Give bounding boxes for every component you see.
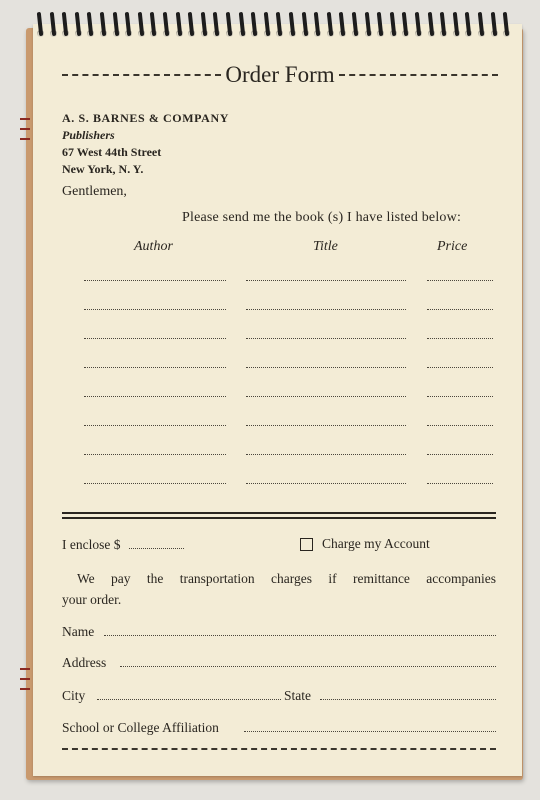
checkbox-icon[interactable]	[300, 538, 313, 551]
price-field[interactable]	[427, 309, 493, 310]
divider-rule-top	[62, 512, 496, 514]
author-field[interactable]	[84, 454, 226, 455]
author-field[interactable]	[84, 367, 226, 368]
price-field[interactable]	[427, 338, 493, 339]
publisher-address	[62, 110, 229, 178]
page-title: Order Form	[225, 62, 335, 87]
title-dashes-left	[62, 74, 221, 76]
charge-account-label: Charge my Account	[322, 536, 430, 551]
binding-mark	[20, 688, 30, 690]
enclose-amount-field[interactable]	[129, 548, 184, 549]
binding-mark	[20, 128, 30, 130]
bottom-dashes	[62, 748, 496, 750]
title-field[interactable]	[246, 280, 406, 281]
binding-mark	[20, 678, 30, 680]
price-field[interactable]	[427, 425, 493, 426]
price-field[interactable]	[427, 396, 493, 397]
author-field[interactable]	[84, 396, 226, 397]
title-row	[62, 62, 498, 88]
title-field[interactable]	[246, 396, 406, 397]
transport-note	[62, 568, 496, 610]
price-field[interactable]	[427, 280, 493, 281]
author-field[interactable]	[84, 425, 226, 426]
binding-mark	[20, 138, 30, 140]
divider-rule-bottom	[62, 517, 496, 519]
note-line-2: your order.	[62, 592, 122, 607]
title-field[interactable]	[246, 454, 406, 455]
city-label: City	[62, 688, 86, 703]
name-field[interactable]	[104, 635, 496, 636]
author-field[interactable]	[84, 280, 226, 281]
author-field[interactable]	[84, 338, 226, 339]
price-field[interactable]	[427, 483, 493, 484]
title-field[interactable]	[246, 367, 406, 368]
author-field[interactable]	[84, 483, 226, 484]
title-field[interactable]	[246, 425, 406, 426]
column-header-title: Title	[313, 239, 338, 254]
school-label: School or College Affiliation	[62, 720, 219, 735]
title-field[interactable]	[246, 338, 406, 339]
title-dashes-right	[339, 74, 498, 76]
title-field[interactable]	[246, 483, 406, 484]
price-field[interactable]	[427, 367, 493, 368]
column-header-author: Author	[134, 239, 173, 254]
publisher-street: 67 West 44th Street	[62, 145, 162, 159]
school-field[interactable]	[244, 731, 496, 732]
request-text: Please send me the book (s) I have listed below:	[182, 210, 462, 225]
column-header-price: Price	[437, 239, 468, 254]
publisher-name: A. S. BARNES & COMPANY	[62, 111, 229, 125]
greeting: Gentlemen,	[62, 184, 127, 199]
price-field[interactable]	[427, 454, 493, 455]
publisher-city: New York, N. Y.	[62, 162, 144, 176]
title-field[interactable]	[246, 309, 406, 310]
publisher-role: Publishers	[62, 128, 115, 142]
binding-mark	[20, 118, 30, 120]
address-field[interactable]	[120, 666, 496, 667]
note-line-1: We pay the transportation charges if remittance accompanies	[77, 571, 496, 586]
city-field[interactable]	[97, 699, 281, 700]
author-field[interactable]	[84, 309, 226, 310]
state-label: State	[284, 688, 311, 703]
address-label: Address	[62, 655, 107, 670]
name-label: Name	[62, 624, 95, 639]
state-field[interactable]	[320, 699, 496, 700]
binding-mark	[20, 668, 30, 670]
enclose-label: I enclose $	[62, 537, 121, 552]
